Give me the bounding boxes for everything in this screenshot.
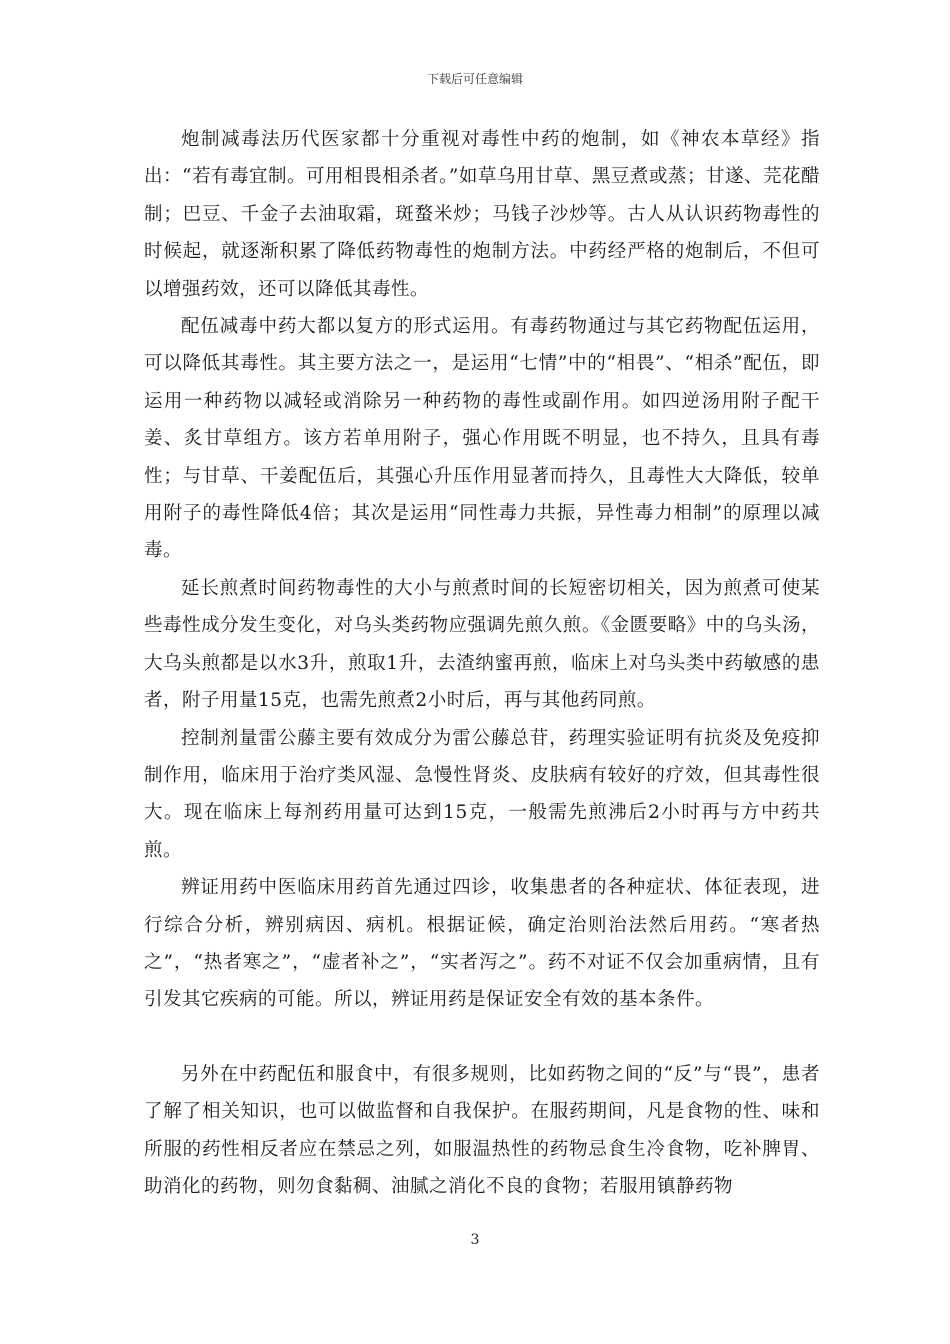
body-text xyxy=(144,121,820,1205)
paragraph-dose-control: 控制剂量雷公藤主要有效成分为雷公藤总苷，药理实验证明有抗炎及免疫抑制作用，临床用于治疗类风湿、急慢性肾炎、皮肤病有较好的疗效，但其毒性很大。现在临床上每剂药用量可达到15克，一般需先煎沸后2小时再与方中药共煎。 xyxy=(144,727,820,861)
paragraph-diet-taboos: 另外在中药配伍和服食中，有很多规则，比如药物之间的“反”与“畏”，患者了解了相关知识，也可以做监督和自我保护。在服药期间，凡是食物的性、味和所服的药性相反者应在禁忌之列，如服温热性的药物忌食生冷食物，吃补脾胃、助消化的药物，则勿食黏稠、油腻之消化不良的食物；若服用镇静药物 xyxy=(144,1063,820,1197)
header-note: 下载后可任意编辑 xyxy=(426,72,523,86)
paragraph-compatibility-detox: 配伍减毒中药大都以复方的形式运用。有毒药物通过与其它药物配伍运用，可以降低其毒性。其主要方法之一，是运用“七情”中的“相畏”、“相杀”配伍，即运用一种药物以减轻或消除另一种药物的毒性或副作用。如四逆汤用附子配干姜、炙甘草组方。该方若单用附子，强心作用既不明显，也不持久，且具有毒性；与甘草、干姜配伍后，其强心升压作用显著而持久，且毒性大大降低，较单用附子的毒性降低4倍；其次是运用“同性毒力共振，异性毒力相制”的原理以减毒。 xyxy=(144,316,820,562)
paragraph-syndrome-differentiation: 辨证用药中医临床用药首先通过四诊，收集患者的各种症状、体征表现，进行综合分析，辨别病因、病机。根据证候，确定治则治法然后用药。“寒者热之”，“热者寒之”，“虚者补之”，“实者泻之”。药不对证不仅会加重病情，且有引发其它疾病的可能。所以，辨证用药是保证安全有效的基本条件。 xyxy=(144,877,820,1011)
paragraph-extended-decoction: 延长煎煮时间药物毒性的大小与煎煮时间的长短密切相关，因为煎煮可使某些毒性成分发生变化，对乌头类药物应强调先煎久煎。《金匮要略》中的乌头汤，大乌头煎都是以水3升，煎取1升，去渣纳蜜再煎，临床上对乌头类中药敏感的患者，附子用量15克，也需先煎煮2小时后，再与其他药同煎。 xyxy=(144,577,820,712)
paragraph-processing-detox: 炮制减毒法历代医家都十分重视对毒性中药的炮制，如《神农本草经》指出：“若有毒宜制。可用相畏相杀者。”如草乌用甘草、黑豆煮或蒸；甘遂、芫花醋制；巴豆、千金子去油取霜，斑蝥米炒；马钱子沙炒等。古人从认识药物毒性的时候起，就逐渐积累了降低药物毒性的炮制方法。中药经严格的炮制后，不但可以增强药效，还可以降低其毒性。 xyxy=(144,129,820,300)
page-number: 3 xyxy=(470,1232,480,1248)
